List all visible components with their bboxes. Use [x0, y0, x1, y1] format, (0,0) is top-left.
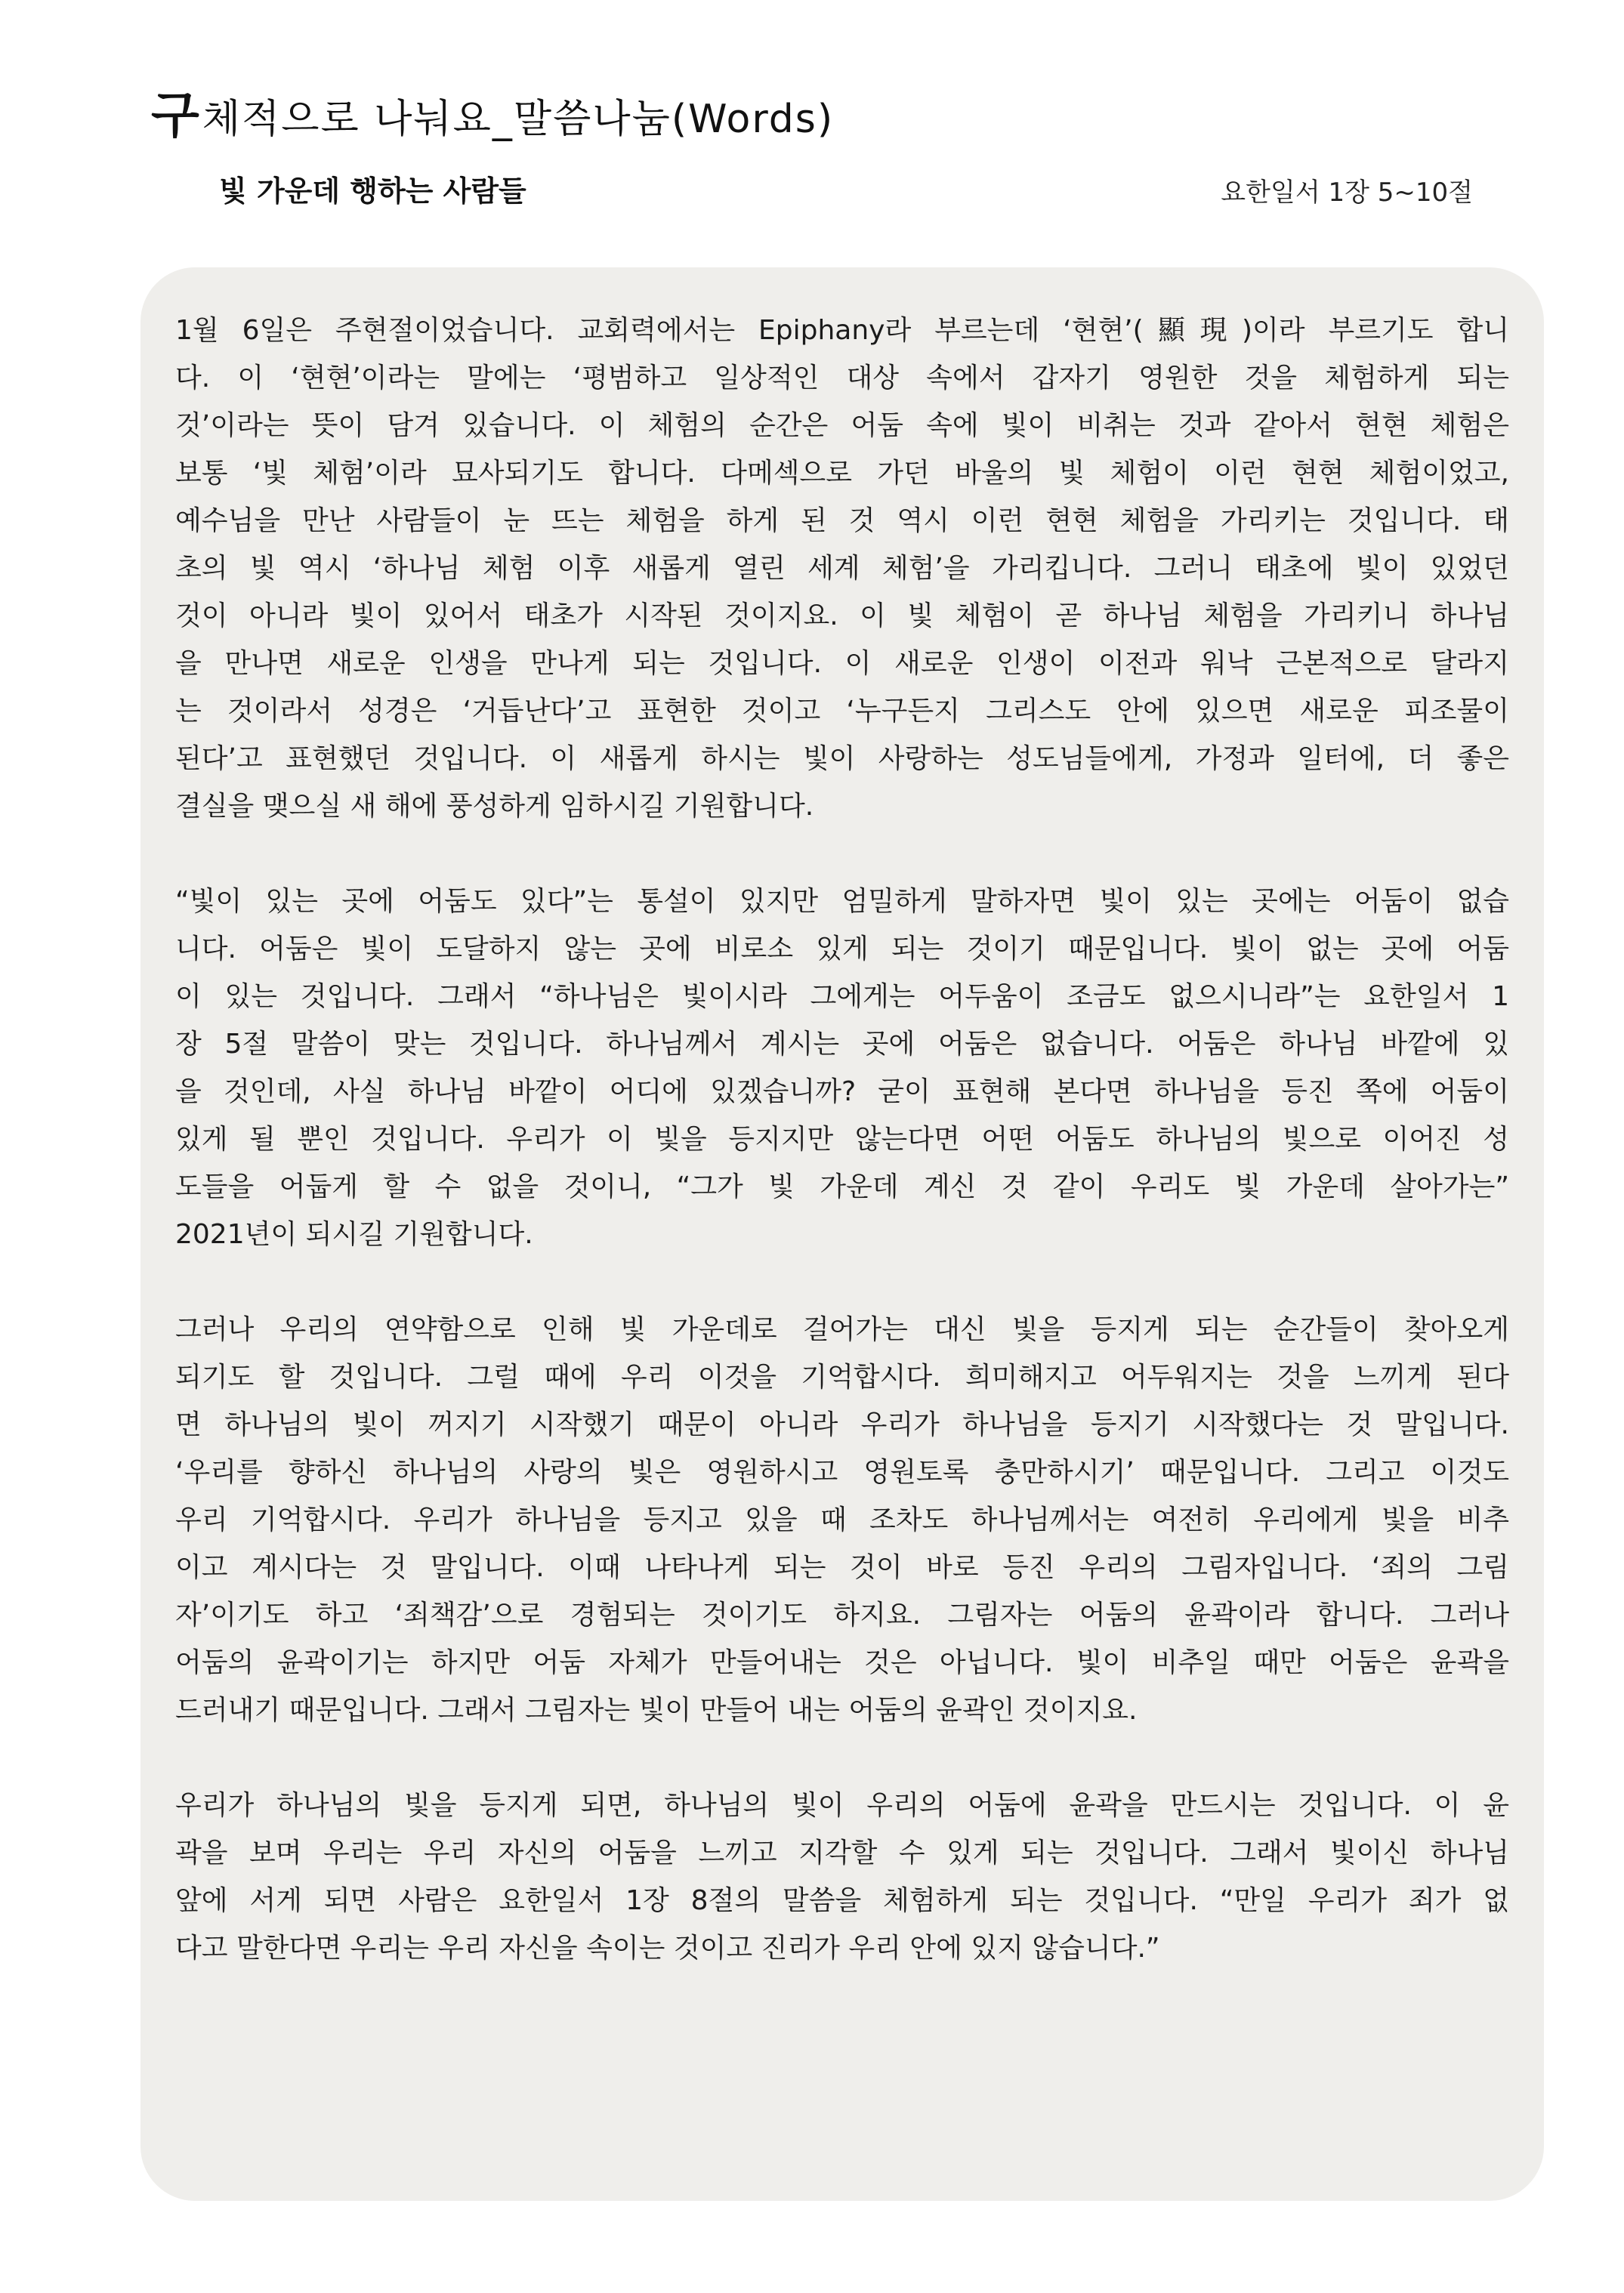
- text-line: 있게 될 뿐인 것입니다. 우리가 이 빛을 등지지만 않는다면 어떤 어둠도 하나님의 빛으로 이어진 성: [175, 1124, 1509, 1155]
- text-line: 면 하나님의 빛이 꺼지기 시작했기 때문이 아니라 우리가 하나님을 등지기 시작했다는 것 말입니다.: [175, 1409, 1509, 1440]
- sermon-subtitle: 빛 가운데 행하는 사람들: [219, 174, 526, 208]
- title-lead-char: 구: [151, 86, 201, 144]
- text-line: 도들을 어둡게 할 수 없을 것이니, “그가 빛 가운데 계신 것 같이 우리도 빛 가운데 살아가는”: [175, 1171, 1509, 1202]
- text-line: 다. 이 ‘현현’이라는 말에는 ‘평범하고 일상적인 대상 속에서 갑자기 영원한 것을 체험하게 되는: [175, 363, 1509, 393]
- text-line: 어둠의 윤곽이기는 하지만 어둠 자체가 만들어내는 것은 아닙니다. 빛이 비추일 때만 어둠은 윤곽을: [175, 1647, 1509, 1678]
- content-box: [140, 267, 1544, 2201]
- title-text: 체적으로 나눠요_말씀나눔(Words): [202, 97, 835, 142]
- text-line: 이고 계시다는 것 말입니다. 이때 나타나게 되는 것이 바로 등진 우리의 그림자입니다. ‘죄의 그림: [175, 1552, 1509, 1583]
- paragraph-1: [175, 307, 1509, 830]
- text-line: 이 있는 것입니다. 그래서 “하나님은 빛이시라 그에게는 어두움이 조금도 없으시니라”는 요한일서 1: [175, 981, 1509, 1012]
- text-line: 을 만나면 새로운 인생을 만나게 되는 것입니다. 이 새로운 인생이 이전과 워낙 근본적으로 달라지: [175, 648, 1509, 679]
- text-line: 자’이기도 하고 ‘죄책감’으로 경험되는 것이기도 하지요. 그림자는 어둠의 윤곽이라 합니다. 그러나: [175, 1600, 1509, 1631]
- text-line: 예수님을 만난 사람들이 눈 뜨는 체험을 하게 된 것 역시 이런 현현 체험을 가리키는 것입니다. 태: [175, 505, 1509, 536]
- paragraph-3: [175, 1306, 1509, 1734]
- text-line: 1월 6일은 주현절이었습니다. 교회력에서는 Epiphany라 부르는데 ‘현현’(顯現)이라 부르기도 합니: [175, 315, 1509, 346]
- text-line: 드러내기 때문입니다. 그래서 그림자는 빛이 만들어 내는 어둠의 윤곽인 것이지요.: [175, 1695, 1138, 1726]
- paragraph-2: [175, 878, 1509, 1258]
- text-line: 니다. 어둠은 빛이 도달하지 않는 곳에 비로소 있게 되는 것이기 때문입니다. 빛이 없는 곳에 어둠: [175, 934, 1509, 964]
- scripture-reference: 요한일서 1장 5~10절: [1221, 177, 1473, 208]
- text-line: 것이 아니라 빛이 있어서 태초가 시작된 것이지요. 이 빛 체험이 곧 하나님 체험을 가리키니 하나님: [175, 600, 1509, 631]
- text-line: 우리 기억합시다. 우리가 하나님을 등지고 있을 때 조차도 하나님께서는 여전히 우리에게 빛을 비추: [175, 1504, 1509, 1535]
- text-line: 앞에 서게 되면 사람은 요한일서 1장 8절의 말씀을 체험하게 되는 것입니다. “만일 우리가 죄가 없: [175, 1885, 1509, 1916]
- text-line: 는 것이라서 성경은 ‘거듭난다’고 표현한 것이고 ‘누구든지 그리스도 안에 있으면 새로운 피조물이: [175, 696, 1509, 727]
- text-line: 되기도 할 것입니다. 그럴 때에 우리 이것을 기억합시다. 희미해지고 어두워지는 것을 느끼게 된다: [175, 1362, 1509, 1393]
- text-line: 보통 ‘빛 체험’이라 묘사되기도 합니다. 다메섹으로 가던 바울의 빛 체험이 이런 현현 체험이었고,: [175, 458, 1509, 489]
- text-line: 우리가 하나님의 빛을 등지게 되면, 하나님의 빛이 우리의 어둠에 윤곽을 만드시는 것입니다. 이 윤: [175, 1790, 1509, 1821]
- text-line: 다고 말한다면 우리는 우리 자신을 속이는 것이고 진리가 우리 안에 있지 않습니다.”: [175, 1933, 1160, 1964]
- text-line: 곽을 보며 우리는 우리 자신의 어둠을 느끼고 지각할 수 있게 되는 것입니다. 그래서 빛이신 하나님: [175, 1838, 1509, 1869]
- text-line: 된다’고 표현했던 것입니다. 이 새롭게 하시는 빛이 사랑하는 성도님들에게, 가정과 일터에, 더 좋은: [175, 743, 1509, 774]
- text-line: “빛이 있는 곳에 어둠도 있다”는 통설이 있지만 엄밀하게 말하자면 빛이 있는 곳에는 어둠이 없습: [175, 886, 1509, 917]
- text-line: 것’이라는 뜻이 담겨 있습니다. 이 체험의 순간은 어둠 속에 빛이 비취는 것과 같아서 현현 체험은: [175, 410, 1509, 441]
- text-line: 장 5절 말씀이 맞는 것입니다. 하나님께서 계시는 곳에 어둠은 없습니다. 어둠은 하나님 바깥에 있: [175, 1029, 1509, 1060]
- text-line: 초의 빛 역시 ‘하나님 체험 이후 새롭게 열린 세계 체험’을 가리킵니다. 그러니 태초에 빛이 있었던: [175, 553, 1509, 584]
- paragraph-4: [175, 1782, 1509, 1972]
- text-line: 그러나 우리의 연약함으로 인해 빛 가운데로 걸어가는 대신 빛을 등지게 되는 순간들이 찾아오게: [175, 1314, 1509, 1345]
- text-line: 2021년이 되시길 기원합니다.: [175, 1219, 533, 1250]
- text-line: ‘우리를 향하신 하나님의 사랑의 빛은 영원하시고 영원토록 충만하시기’ 때문입니다. 그리고 이것도: [175, 1457, 1509, 1488]
- page-title: [151, 86, 835, 146]
- text-line: 을 것인데, 사실 하나님 바깥이 어디에 있겠습니까? 굳이 표현해 본다면 하나님을 등진 쪽에 어둠이: [175, 1076, 1509, 1107]
- text-line: 결실을 맺으실 새 해에 풍성하게 임하시길 기원합니다.: [175, 791, 814, 822]
